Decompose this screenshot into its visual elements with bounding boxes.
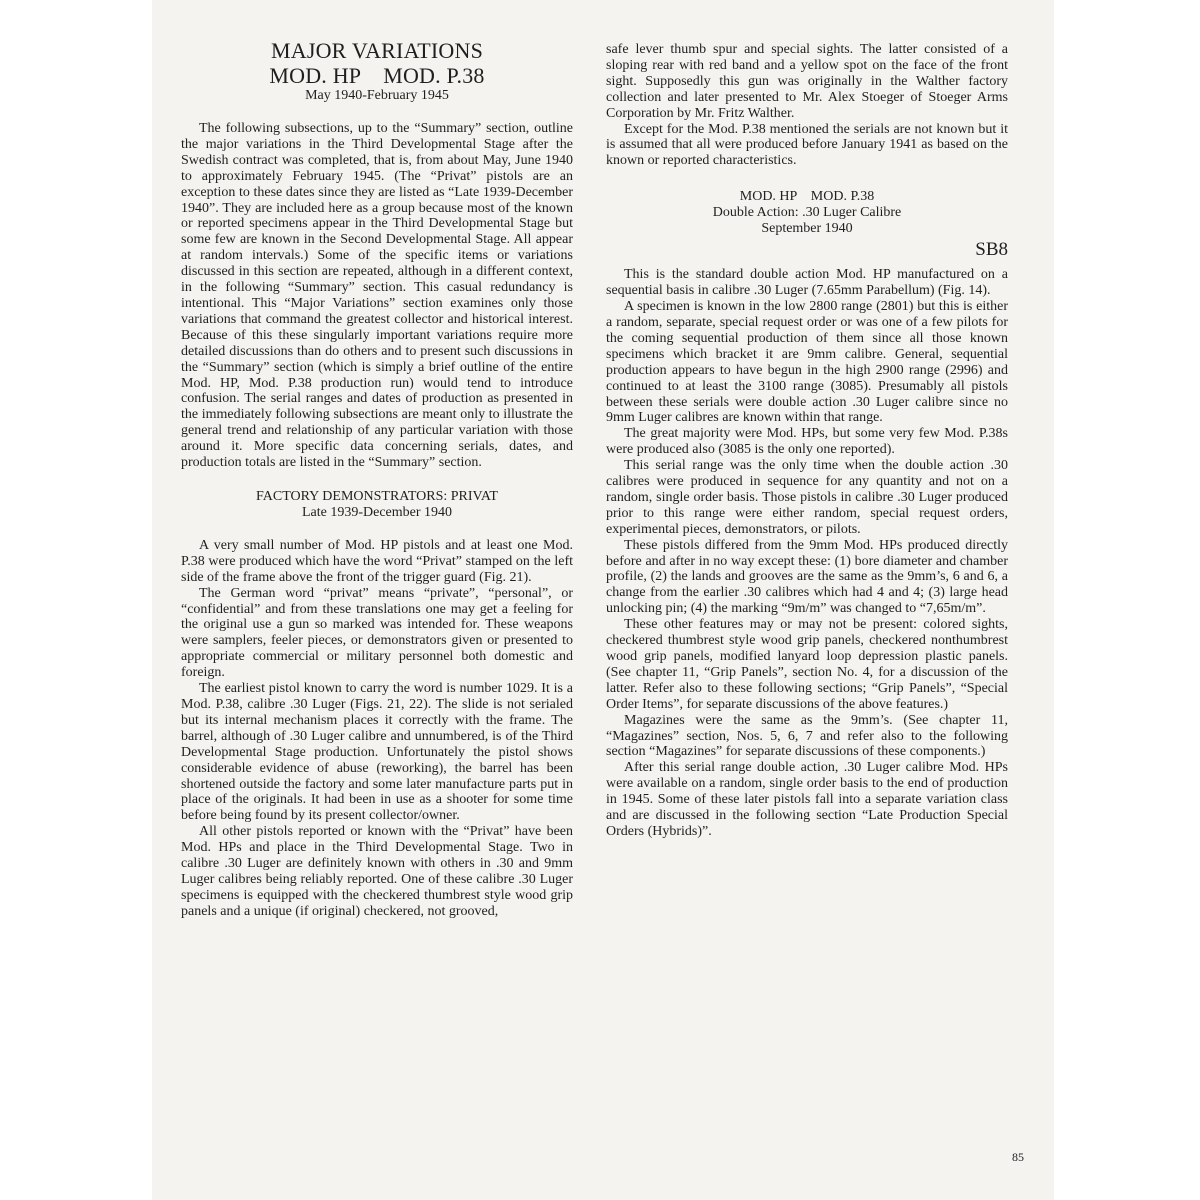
- page-title-line2: MOD. HP MOD. P.38: [269, 63, 485, 88]
- page-title-line1: MAJOR VARIATIONS: [270, 38, 484, 63]
- section-subheading-sb8: Double Action: .30 Luger Calibre: [712, 205, 902, 221]
- paragraph: The great majority were Mod. HPs, but some very few Mod. P.38s were produced also (3085 is the only one reported).: [606, 426, 1008, 458]
- left-column: [152, 0, 573, 920]
- paragraph: These pistols differed from the 9mm Mod. HPs produced directly before and after in no way except these: (1) bore diameter and chamber profile, (2) the lands and grooves are the same as the 9mm’s, 6 and 6, a change from the earlier .30 calibres which had 4 and 4; (3) large head unlocking pin; (4) the marking “9m/m” was changed to “7,65m/m”.: [606, 537, 1008, 617]
- section-date-privat: Late 1939-December 1940: [301, 504, 453, 520]
- paragraph: The German word “privat” means “private”, “personal”, or “confidential” and from these translations one may get a feeling for the original use a gun so marked was intended for. These weapons were samplers, feeler pieces, or demonstrators given or presented to appropriate commercial or military personnel both domestic and foreign.: [181, 585, 573, 681]
- paragraph: A very small number of Mod. HP pistols and at least one Mod. P.38 were produced which have the word “Privat” stamped on the left side of the frame above the front of the trigger guard (Fig. 21).: [181, 537, 573, 585]
- section-date-sb8: September 1940: [761, 221, 853, 237]
- paragraph: After this serial range double action, .30 Luger calibre Mod. HPs were available on a random, single order basis to the end of production in 1945. Some of these later pistols fall into a separate variation class and are discussed in the following section “Late Production Special Orders (Hybrids)”.: [606, 760, 1008, 839]
- paragraph: The earliest pistol known to carry the word is number 1029. It is a Mod. P.38, calibre .30 Luger (Figs. 21, 22). The slide is not serialed but its internal mechanism places it correctly with the frame. The barrel, although of .30 Luger calibre and unnumbered, is of the Third Developmental Stage production. Unfortunately the pistol shows considerable evidence of abuse (reworking), the barrel has been shortened outside the factory and some later manufacture parts put in place of the originals. It had been in use as a shooter for some time before being found by its present collector/owner.: [181, 681, 573, 824]
- page-date-range: May 1940-February 1945: [305, 88, 449, 103]
- section-code: SB8: [975, 239, 1008, 261]
- intro-paragraph: The following subsections, up to the “Summary” section, outline the major variations in the Third Developmental Stage after the Swedish contract was completed, that is, from about May, June 1940 to approximately February 1945. (The “Privat” pistols are an exception to these dates since they are listed as “Late 1939-December 1940”. They are included here as a group because most of the known or reported specimens appear in the Third Developmental Stage but some few are known in the Second Developmental Stage. All appear at random intervals.) Some of the specific items or variations discussed in this section are repeated, although in a different context, in the following “Summary” section. This casual redundancy is intentional. This “Major Variations” section examines only those variations that command the greatest collector and historical interest. Because of this these singularly important variations require more detailed discussions than do others and to present such discussions in the “Summary” section (which is simply a brief outline of the entire Mod. HP, Mod. P.38 production run) would tend to introduce confusion. The serial ranges and dates of production as presented in the immediately following subsections are meant only to illustrate the general trend and relationship of any particular variation with those around it. More specific data concerning serials, dates, and production totals are listed in the “Summary” section.: [181, 121, 573, 471]
- section-heading-sb8: MOD. HP MOD. P.38: [739, 189, 875, 205]
- page-number: 85: [1012, 1150, 1024, 1164]
- right-column: [606, 0, 1008, 840]
- section-heading-privat: FACTORY DEMONSTRATORS: PRIVAT: [256, 488, 498, 504]
- paragraph: safe lever thumb spur and special sights. The latter consisted of a sloping rear with red band and a yellow spot on the face of the front sight. Supposedly this gun was originally in the Walther factory collection and later presented to Mr. Alex Stoeger of Stoeger Arms Corporation by Mr. Fritz Walther.: [606, 42, 1008, 121]
- paragraph: This serial range was the only time when the double action .30 calibres were produced in sequence for any quantity and not on a random, single order basis. Those pistols in calibre .30 Luger produced prior to this range were either random, special request orders, experimental pieces, demonstrators, or pilots.: [606, 458, 1008, 537]
- paragraph: Magazines were the same as the 9mm’s. (See chapter 11, “Magazines” section, Nos. 5, 6, 7 and refer also to the following section “Magazines” for separate discussions of these components.): [606, 712, 1008, 760]
- paragraph: This is the standard double action Mod. HP manufactured on a sequential basis in calibre .30 Luger (7.65mm Parabellum) (Fig. 14).: [606, 267, 1008, 299]
- paragraph: Except for the Mod. P.38 mentioned the serials are not known but it is assumed that all were produced before January 1941 as based on the known or reported characteristics.: [606, 121, 1008, 169]
- paragraph: A specimen is known in the low 2800 range (2801) but this is either a random, separate, special request order or was one of a few pilots for the coming sequential production of them since all those known specimens which bracket it are 9mm calibre. General, sequential production appears to have begun in the high 2900 range (2996) and continued to at least the 3100 range (3085). Presumably all pistols between these serials were double action .30 Luger calibre since no 9mm Luger calibres are known within that range.: [606, 299, 1008, 426]
- book-page: [152, 0, 1054, 1200]
- paragraph: All other pistols reported or known with the “Privat” have been Mod. HPs and place in the Third Developmental Stage. Two in calibre .30 Luger are definitely known with others in .30 and 9mm Luger calibres being reliably reported. One of these calibre .30 Luger specimens is equipped with the checkered thumbrest style wood grip panels and a unique (if original) checkered, not grooved,: [181, 824, 573, 919]
- paragraph: These other features may or may not be present: colored sights, checkered thumbrest style wood grip panels, checkered nonthumbrest wood grip panels, modified lanyard loop depression plastic panels. (See chapter 11, “Grip Panels”, section No. 4, for a discussion of the latter. Refer also to these following sections; “Grip Panels”, “Special Order Items”, for separate discussions of the above features.): [606, 617, 1008, 712]
